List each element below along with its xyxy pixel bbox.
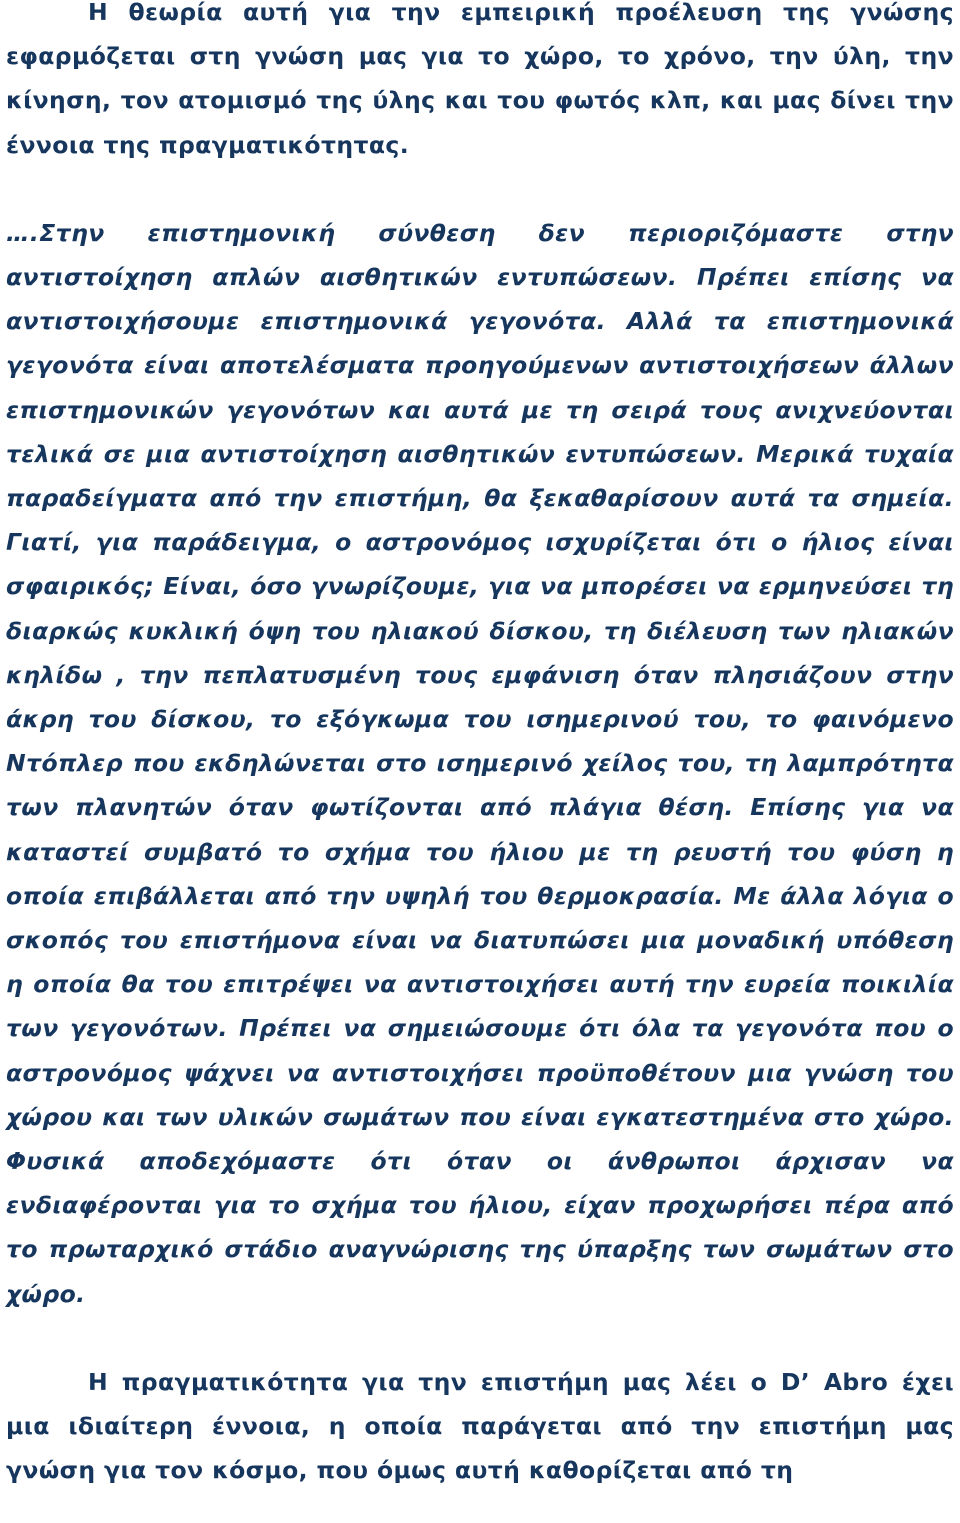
paragraph-spacer [6, 167, 954, 211]
paragraph-reality: Η πραγματικότητα για την επιστήμη μας λέει ο D’ Abro έχει μια ιδιαίτερη έννοια, η οποία παράγεται από την επιστήμη μας γνώση για τον κόσμο, που όμως αυτή καθορίζεται από τη [6, 1367, 954, 1485]
quoted-paragraph: ….Στην επιστημονική σύνθεση δεν περιοριζόμαστε στην αντιστοίχηση απλών αισθητικών εντυπώσεων. Πρέπει επίσης να αντιστοιχήσουμε επιστημονικά γεγονότα. Αλλά τα επιστημονικά γεγονότα είναι αποτελέσματα προηγούμενων αντιστοιχήσεων άλλων επιστημονικών γεγονότων και αυτά με τη σειρά τους ανιχνεύονται τελικά σε μια αντιστοίχηση αισθητικών εντυπώσεων. Μερικά τυχαία παραδείγματα από την επιστήμη, θα ξεκαθαρίσουν αυτά τα σημεία. Γιατί, για παράδειγμα, ο αστρονόμος ισχυρίζεται ότι ο ήλιος είναι σφαιρικός; Είναι, όσο γνωρίζουμε, για να μπορέσει να ερμηνεύσει τη διαρκώς κυκλική όψη του ηλιακού δίσκου, τη διέλευση των ηλιακών κηλίδω , την πεπλατυσμένη τους εμφάνιση όταν πλησιάζουν στην άκρη του δίσκου, το εξόγκωμα του ισημερινού του, το φαινόμενο Ντόπλερ που εκδηλώνεται στο ισημερινό χείλος του, τη λαμπρότητα των πλανητών όταν φωτίζονται από πλάγια θέση. Επίσης για να καταστεί συμβατό το σχήμα του ήλιου με τη ρευστή του φύση η οποία επιβάλλεται από την υψηλή του θερμοκρασία. Με άλλα λόγια ο σκοπός του επιστήμονα είναι να διατυπώσει μια μοναδική υπόθεση η οποία θα του επιτρέψει να αντιστοιχήσει αυτή την ευρεία ποικιλία των γεγονότων. Πρέπει να σημειώσουμε ότι όλα τα γεγονότα που ο αστρονόμος ψάχνει να αντιστοιχήσει προϋποθέτουν μια γνώση του χώρου και των υλικών σωμάτων που είναι εγκατεστημένα στο χώρο. Φυσικά αποδεχόμαστε ότι όταν οι άνθρωποι άρχισαν να ενδιαφέρονται για το σχήμα του ήλιου, είχαν προχωρήσει πέρα από το πρωταρχικό στάδιο αναγνώρισης της ύπαρξης των σωμάτων στο χώρο. [6, 218, 954, 1308]
paragraph-spacer [6, 1316, 954, 1360]
document-page [6, 0, 954, 1493]
paragraph-intro: Η θεωρία αυτή για την εμπειρική προέλευση της γνώσης εφαρμόζεται στη γνώση μας για το χώρο, το χρόνο, την ύλη, την κίνηση, τον ατομισμό της ύλης και του φωτός κλπ, και μας δίνει την έννοια της πραγματικότητας. [6, 0, 954, 159]
